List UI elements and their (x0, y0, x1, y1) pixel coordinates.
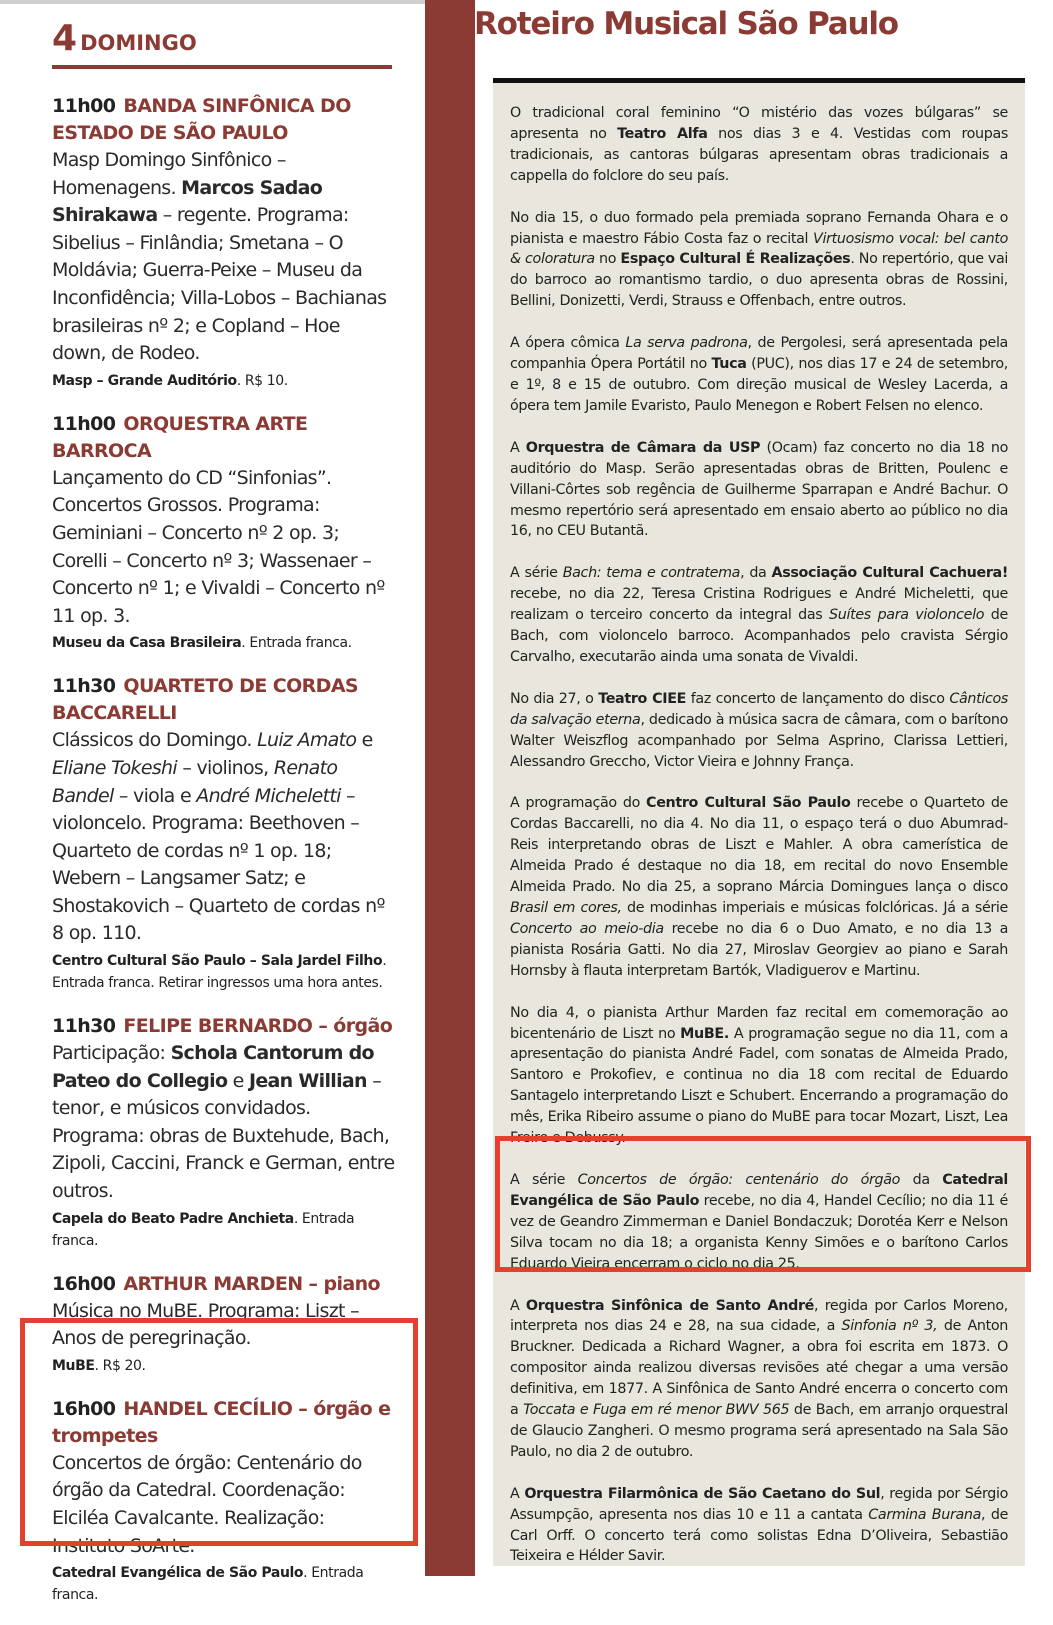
event-description (52, 1450, 397, 1560)
bold-text: Teatro CIEE (598, 690, 687, 707)
event-heading (52, 411, 397, 465)
event-description (52, 1040, 397, 1206)
text-run: recebe, no dia 4, Handel Cecílio; no dia 11 é vez de Geandro Zimmerman e Daniel Bondaczuk; Dorotéa Kerr e Nelson Silva tocam no dia 18; a organista Kenny Simões e o barítono Carlos Eduardo Vieira encerram o ciclo no dia 25. (510, 1192, 1008, 1272)
text-run: Clássicos do Domingo. (52, 729, 258, 752)
text-run: de Bach, em arranjo orquestral de Glaucio Zangheri. O mesmo programa será apresentado na Sala São Paulo, no dia 2 de outubro. (510, 1402, 1009, 1460)
day-name: DOMINGO (80, 31, 197, 55)
event-time: 11h30 (52, 675, 116, 698)
event-heading (52, 1271, 397, 1298)
bold-text: Capela do Beato Padre Anchieta (52, 1210, 294, 1227)
event-title: FELIPE BERNARDO – órgão (123, 1015, 393, 1038)
text-run: de Bach, com violoncelo barroco. Acompanhados pelo cravista Sérgio Carvalho, executarão ainda uma sonata de Vivaldi. (510, 607, 1008, 665)
text-run: , de Carl Orff. O concerto terá como solistas Edna D’Oliveira, Sebastião Teixeira e Hélder Savir. (510, 1506, 1009, 1565)
text-run: Masp Domingo Sinfônico – Homenagens. (52, 149, 286, 199)
article-paragraph (510, 563, 1008, 668)
text-run: , regida por Sérgio Assumpção, apresenta nos dias 10 e 11 a cantata (510, 1485, 1009, 1523)
text-run: A (510, 1297, 526, 1314)
bold-text: Espaço Cultural É Realizações (620, 251, 851, 268)
text-run: (Ocam) faz concerto no dia 18 no auditório do Masp. Serão apresentadas obras de Britten, Poulenc e Villani-Côrtes sob regência de Guilherme Sparrapan e André Bachur. O mesmo repertório será apresentado em ensaio aberto ao público no dia 16, no CEU Butantã. (510, 439, 1008, 540)
text-run: – regente. Programa: Sibelius – Finlândia; Smetana – O Moldávia; Guerra-Peixe – Museu da Inconfidência; Villa-Lobos – Bachianas brasileiras nº 2; e Copland – Hoe down, de Rodeo. (52, 204, 387, 365)
italic-text: Luiz Amato (257, 729, 357, 752)
top-divider (0, 0, 425, 4)
text-run: – viola e (113, 784, 197, 807)
event-description (52, 727, 397, 948)
event-entry (52, 1396, 397, 1606)
article-paragraph (510, 208, 1008, 313)
event-entry (52, 673, 397, 994)
bold-text: Centro Cultural São Paulo (646, 795, 851, 812)
text-run: recebe o Quarteto de Cordas Baccarelli, no dia 4. No dia 11, o espaço terá o duo Abumrad-Reis interpretando obras de Liszt e Mahler. A obra camerística de Almeida Prado é destaque no dia 18, em recital do novo Ensemble Almeida Prado. No dia 25, a soprano Márcia Domingues lança o disco (510, 795, 1008, 896)
event-time: 16h00 (52, 1272, 116, 1295)
article-paragraph (510, 689, 1008, 773)
event-venue (52, 632, 397, 654)
text-run: A programação do (510, 795, 647, 812)
text-run: e (227, 1069, 249, 1092)
day-number: 4 (52, 18, 77, 59)
italic-text: Cânticos da salvação eterna (510, 690, 1008, 728)
italic-text: Sinfonia nº 3, (841, 1318, 938, 1335)
event-time: 11h30 (52, 1015, 116, 1038)
article-paragraph (510, 438, 1008, 543)
day-heading (52, 18, 392, 69)
bold-text: Orquestra Filarmônica de São Caetano do Sul (524, 1485, 881, 1502)
bold-text: Museu da Casa Brasileira (52, 635, 242, 652)
italic-text: La serva padrona (625, 335, 748, 352)
event-heading (52, 1013, 397, 1040)
text-run: – violinos, (176, 756, 274, 779)
article-paragraph (510, 793, 1008, 981)
italic-text: Renato Bandel (52, 756, 338, 807)
page-title: Roteiro Musical São Paulo (474, 6, 898, 42)
text-run: de Anton Bruckner. Dedicada a Richard Wagner, a obra foi escrita em 1873. O compositor ainda realizou diversas revisões até chegar a uma versão definitiva, em 1877. A Sinfônica de Santo André encerra o concerto com a (510, 1318, 1009, 1419)
text-run: nos dias 3 e 4. Vestidas com roupas tradicionais, as cantoras búlgaras apresentam obras tradicionais a cappella do folclore do seu país. (510, 125, 1008, 184)
text-run: A programação segue no dia 11, com a apresentação do pianista André Fadel, com sonatas de Almeida Prado, Santoro e Prokofiev, e continua no dia 18 com recital de Eduardo Santagelo interpretando Liszt e Schubert. Encerrando a programação do mês, Erika Ribeiro assume o piano do MuBE para tocar Mozart, Liszt, Lea Freire e Debussy. (510, 1025, 1008, 1147)
text-run: . No repertório, que vai do barroco ao romantismo tardio, o duo apresenta obras de Rossini, Bellini, Donizetti, Verdi, Strauss e Offenbach, entre outros. (510, 251, 1009, 310)
event-time: 11h00 (52, 95, 116, 117)
text-run: , de Pergolesi, será apresentada pela companhia Ópera Portátil no (510, 335, 1008, 373)
bold-text: Catedral Evangélica de São Paulo (52, 1565, 304, 1582)
decorative-red-bar (425, 0, 475, 1576)
text-run: . Entrada franca. (241, 635, 352, 652)
text-run: , da (740, 565, 772, 582)
bold-text: Tuca (711, 356, 747, 373)
text-run: e (356, 729, 373, 752)
event-entry (52, 1013, 397, 1252)
highlights-box (493, 78, 1025, 1566)
italic-text: Bach: tema e contratema (562, 565, 741, 582)
bold-text: Orquestra de Câmara da USP (525, 439, 761, 456)
text-run: , dedicado à música sacra de câmara, com o barítono Walter Weiszflog acompanhado por Selma Asprino, Clarissa Lettieri, Alessandro Grecchо, Victor Vieira e Johnny França. (510, 711, 1009, 770)
italic-text: Concertos de órgão: centenário do órgão (577, 1171, 901, 1188)
text-run: A série (510, 565, 563, 582)
event-title: ARTHUR MARDEN – piano (123, 1272, 380, 1295)
event-venue (52, 1562, 397, 1606)
text-run: A série (510, 1171, 578, 1188)
text-run: Participação: (52, 1042, 171, 1065)
event-venue (52, 1355, 397, 1377)
bold-text: Teatro Alfa (617, 125, 708, 142)
text-run: O tradicional coral feminino “O mistério das vozes búlgaras” se apresenta no (510, 105, 1008, 142)
text-run: da (900, 1171, 943, 1188)
bold-text: Associação Cultural Cachuera! (771, 565, 1008, 582)
event-entry (52, 411, 397, 655)
text-run: recebe, no dia 22, Teresa Cristina Rodrigues e André Micheletti, que realizam o terceiro concerto da integral das (510, 586, 1008, 624)
text-run: Música no MuBE. Programa: Liszt – Anos de peregrinação. (52, 1299, 359, 1350)
text-run: No dia 27, o (510, 690, 599, 707)
article-paragraph (510, 1484, 1008, 1568)
article-paragraph (510, 103, 1008, 187)
text-run: no (594, 251, 621, 268)
text-run: . Entrada franca. (52, 1565, 364, 1604)
event-description (52, 1298, 397, 1353)
article-paragraph (510, 1170, 1008, 1275)
text-run: . Entrada franca. Retirar ingressos uma hora antes. (52, 953, 387, 992)
italic-text: Concerto ao meio-dia (510, 920, 664, 937)
event-venue (52, 370, 397, 392)
event-title: QUARTETO DE CORDAS BACCARELLI (52, 675, 359, 725)
event-list (52, 93, 397, 1606)
text-run: Lançamento do CD “Sinfonias”. Concertos Grossos. Programa: Geminiani – Concerto nº 2 op. 3; Corelli – Concerto nº 3; Wassenaer – Concerto nº 1; e Vivaldi – Concerto nº 11 op. 3. (52, 466, 385, 627)
bold-text: Schola Cantorum do Pateo do Collegio (52, 1042, 374, 1092)
event-heading (52, 93, 397, 147)
bold-text: Centro Cultural São Paulo – Sala Jardel Filho (52, 953, 383, 970)
bold-text: Masp – Grande Auditório (52, 372, 237, 389)
text-run: A ópera cômica (510, 335, 626, 352)
italic-text: Virtuosismo vocal: bel canto & coloratura (510, 230, 1009, 268)
bold-text: MuBE (52, 1357, 95, 1374)
event-title: BANDA SINFÔNICA DO ESTADO DE SÃO PAULO (52, 95, 351, 144)
event-description (52, 147, 397, 368)
bold-text: Marcos Sadao Shirakawa (52, 176, 323, 227)
text-run: No dia 15, o duo formado pela premiada soprano Fernanda Ohara e o pianista e maestro Fábio Costa faz o recital (510, 209, 1008, 247)
text-run: , regida por Carlos Moreno, interpreta nos dias 24 e 28, na sua cidade, a (510, 1297, 1008, 1335)
schedule-column (52, 18, 397, 1625)
text-run: (PUC), nos dias 17 e 24 de setembro, e 1º, 8 e 15 de outubro. Com direção musical de Wesley Lacerda, a ópera tem Jamile Evaristo, Paulo Menegon e Robert Felsen no elenco. (510, 356, 1008, 414)
event-venue (52, 950, 397, 994)
bold-text: MuBE. (680, 1025, 729, 1042)
text-run: faz concerto de lançamento do disco (686, 690, 950, 707)
italic-text: André Micheletti (196, 784, 341, 807)
bold-text: Orquestra Sinfônica de Santo André (525, 1297, 815, 1314)
event-time: 16h00 (52, 1397, 116, 1420)
event-title: HANDEL CECÍLIO – órgão e trompetes (52, 1397, 391, 1447)
text-run: – violoncelo. Programa: Beethoven – Quarteto de cordas nº 1 op. 18; Webern – Langsamer Satz; e Shostakovich – Quarteto de cordas nº 8 op. 110. (52, 784, 385, 945)
event-venue (52, 1208, 397, 1252)
bold-text: Catedral Evangélica de São Paulo (510, 1171, 1008, 1209)
text-run: de modinhas imperiais e músicas folclóricas. Já a série (621, 900, 1009, 916)
text-run: . R$ 20. (94, 1357, 146, 1374)
event-entry (52, 93, 397, 392)
event-heading (52, 673, 397, 727)
text-run: Concertos de órgão: Centenário do órgão da Catedral. Coordenação: Elciléa Cavalcante. Realização: Instituto SoArte. (52, 1451, 362, 1557)
text-run: . R$ 10. (236, 372, 288, 389)
italic-text: Suítes para violoncelo (829, 607, 985, 624)
text-run: No dia 4, o pianista Arthur Marden faz recital em comemoração ao bicentenário de Liszt no (510, 1004, 1008, 1042)
event-entry (52, 1271, 397, 1377)
bold-text: Jean Willian (249, 1069, 367, 1092)
text-run: A (510, 1485, 525, 1502)
text-run: . Entrada franca. (52, 1210, 355, 1249)
text-run: recebe no dia 6 o Duo Amato, e no dia 13 a pianista Rosária Gatti. No dia 27, Miroslav Georgiev ao piano e Sarah Hornsby à flauta interpretam Bartók, Vladiguerov e Martinu. (510, 920, 1008, 979)
event-description (52, 465, 397, 631)
article-paragraph (510, 333, 1008, 417)
italic-text: Brasil em cores, (510, 900, 622, 916)
event-heading (52, 1396, 397, 1450)
text-run: – tenor, e músicos convidados. Programa: obras de Buxtehude, Bach, Zipoli, Caccini, Franck e German, entre outros. (52, 1069, 395, 1203)
article-paragraph (510, 1296, 1008, 1463)
article-paragraph (510, 1003, 1008, 1149)
event-time: 11h00 (52, 412, 116, 435)
italic-text: Toccata e Fuga em ré menor BWV 565 (523, 1402, 790, 1419)
event-title: ORQUESTRA ARTE BARROCA (52, 412, 308, 462)
italic-text: Carmina Burana (868, 1506, 982, 1523)
text-run: A (510, 439, 526, 456)
italic-text: Eliane Tokeshi (52, 756, 177, 779)
